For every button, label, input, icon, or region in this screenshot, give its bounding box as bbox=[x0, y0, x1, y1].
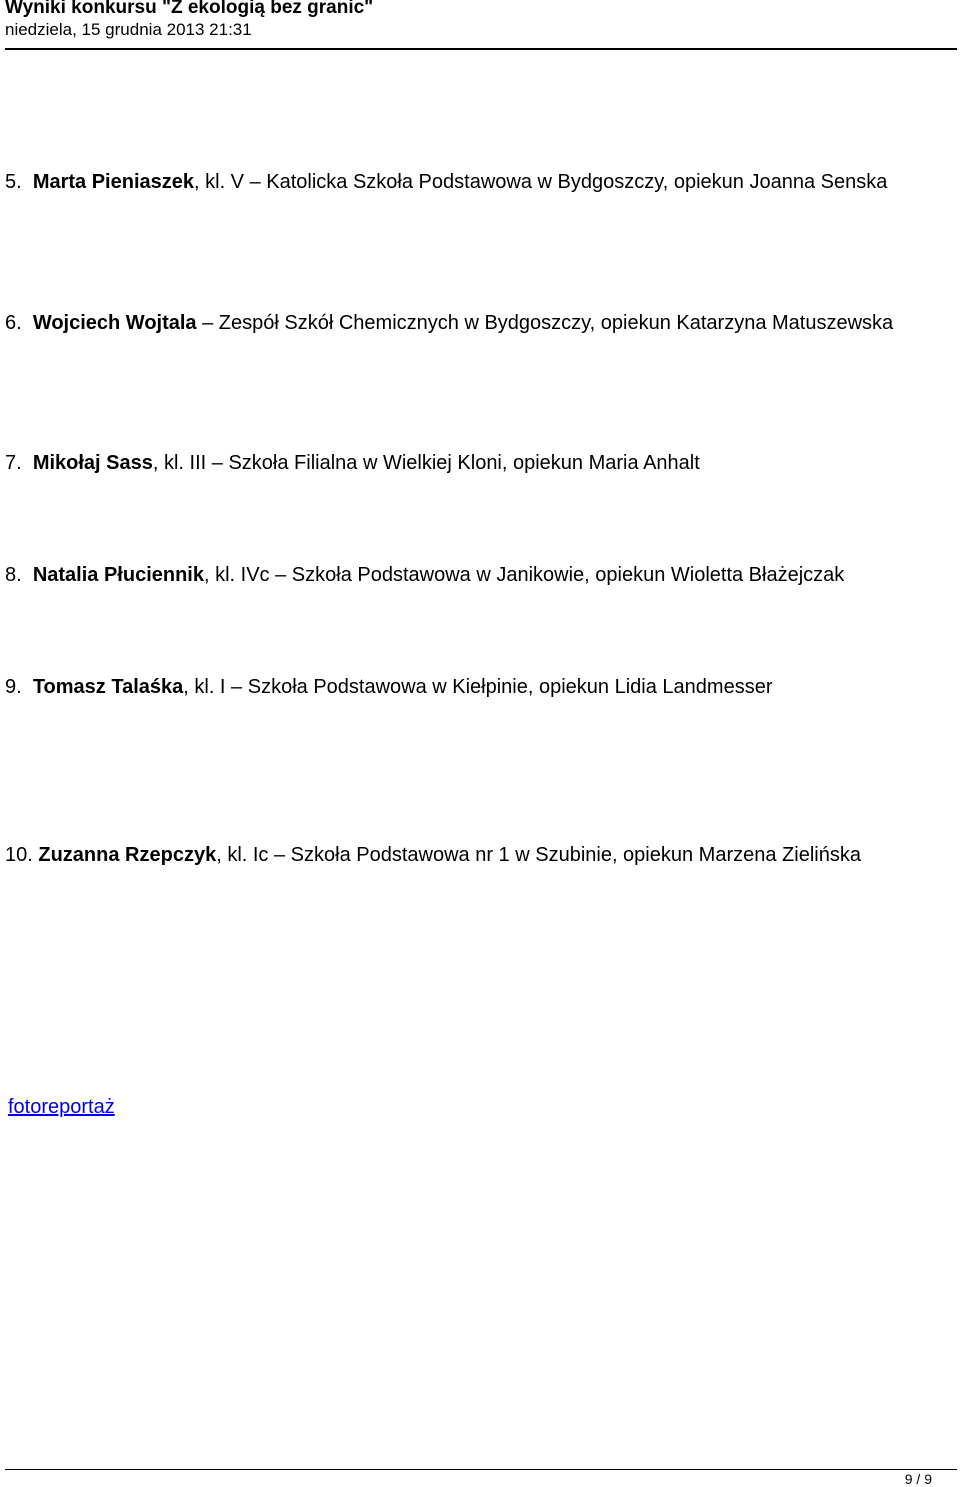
entry-name: Zuzanna Rzepczyk bbox=[38, 844, 217, 866]
entry-name: Natalia Płuciennik bbox=[32, 564, 204, 586]
entry-details: , kl. IVc – Szkoła Podstawowa w Janikowie, opiekun Wioletta Błażejczak bbox=[203, 564, 845, 586]
entry-details: , kl. V – Katolicka Szkoła Podstawowa w Bydgoszczy, opiekun Joanna Senska bbox=[194, 171, 888, 193]
entry-number: 9. bbox=[5, 676, 22, 698]
photo-report-link[interactable]: fotoreportaż bbox=[8, 1096, 115, 1118]
list-item bbox=[5, 673, 935, 701]
entry-name: Wojciech Wojtala bbox=[32, 312, 197, 334]
entry-name: Marta Pieniaszek bbox=[32, 171, 195, 193]
article-date: niedziela, 15 grudnia 2013 21:31 bbox=[5, 20, 252, 39]
list-item bbox=[5, 309, 935, 337]
list-item bbox=[5, 841, 935, 869]
entry-number: 6. bbox=[5, 312, 22, 334]
list-item bbox=[5, 561, 935, 589]
article-title: Wyniki konkursu "Z ekologią bez granic" bbox=[5, 0, 374, 18]
list-item bbox=[5, 168, 935, 196]
entry-number: 5. bbox=[5, 171, 22, 193]
entry-details: , kl. Ic – Szkoła Podstawowa nr 1 w Szubinie, opiekun Marzena Zielińska bbox=[216, 844, 861, 866]
entry-number: 8. bbox=[5, 564, 22, 586]
page-header bbox=[5, 0, 957, 41]
entry-name: Mikołaj Sass bbox=[32, 452, 153, 474]
entry-number: 7. bbox=[5, 452, 22, 474]
entry-name: Tomasz Talaśka bbox=[32, 676, 184, 698]
header-divider bbox=[5, 48, 957, 50]
entry-details: , kl. III – Szkoła Filialna w Wielkiej Kloni, opiekun Maria Anhalt bbox=[152, 452, 700, 474]
entry-number: 10. bbox=[5, 844, 33, 866]
page-number: 9 / 9 bbox=[904, 1471, 932, 1487]
footer-divider bbox=[5, 1469, 957, 1470]
entry-details: , kl. I – Szkoła Podstawowa w Kiełpinie, opiekun Lidia Landmesser bbox=[183, 676, 773, 698]
entry-details: – Zespół Szkół Chemicznych w Bydgoszczy, opiekun Katarzyna Matuszewska bbox=[196, 312, 894, 334]
list-item bbox=[5, 449, 935, 477]
